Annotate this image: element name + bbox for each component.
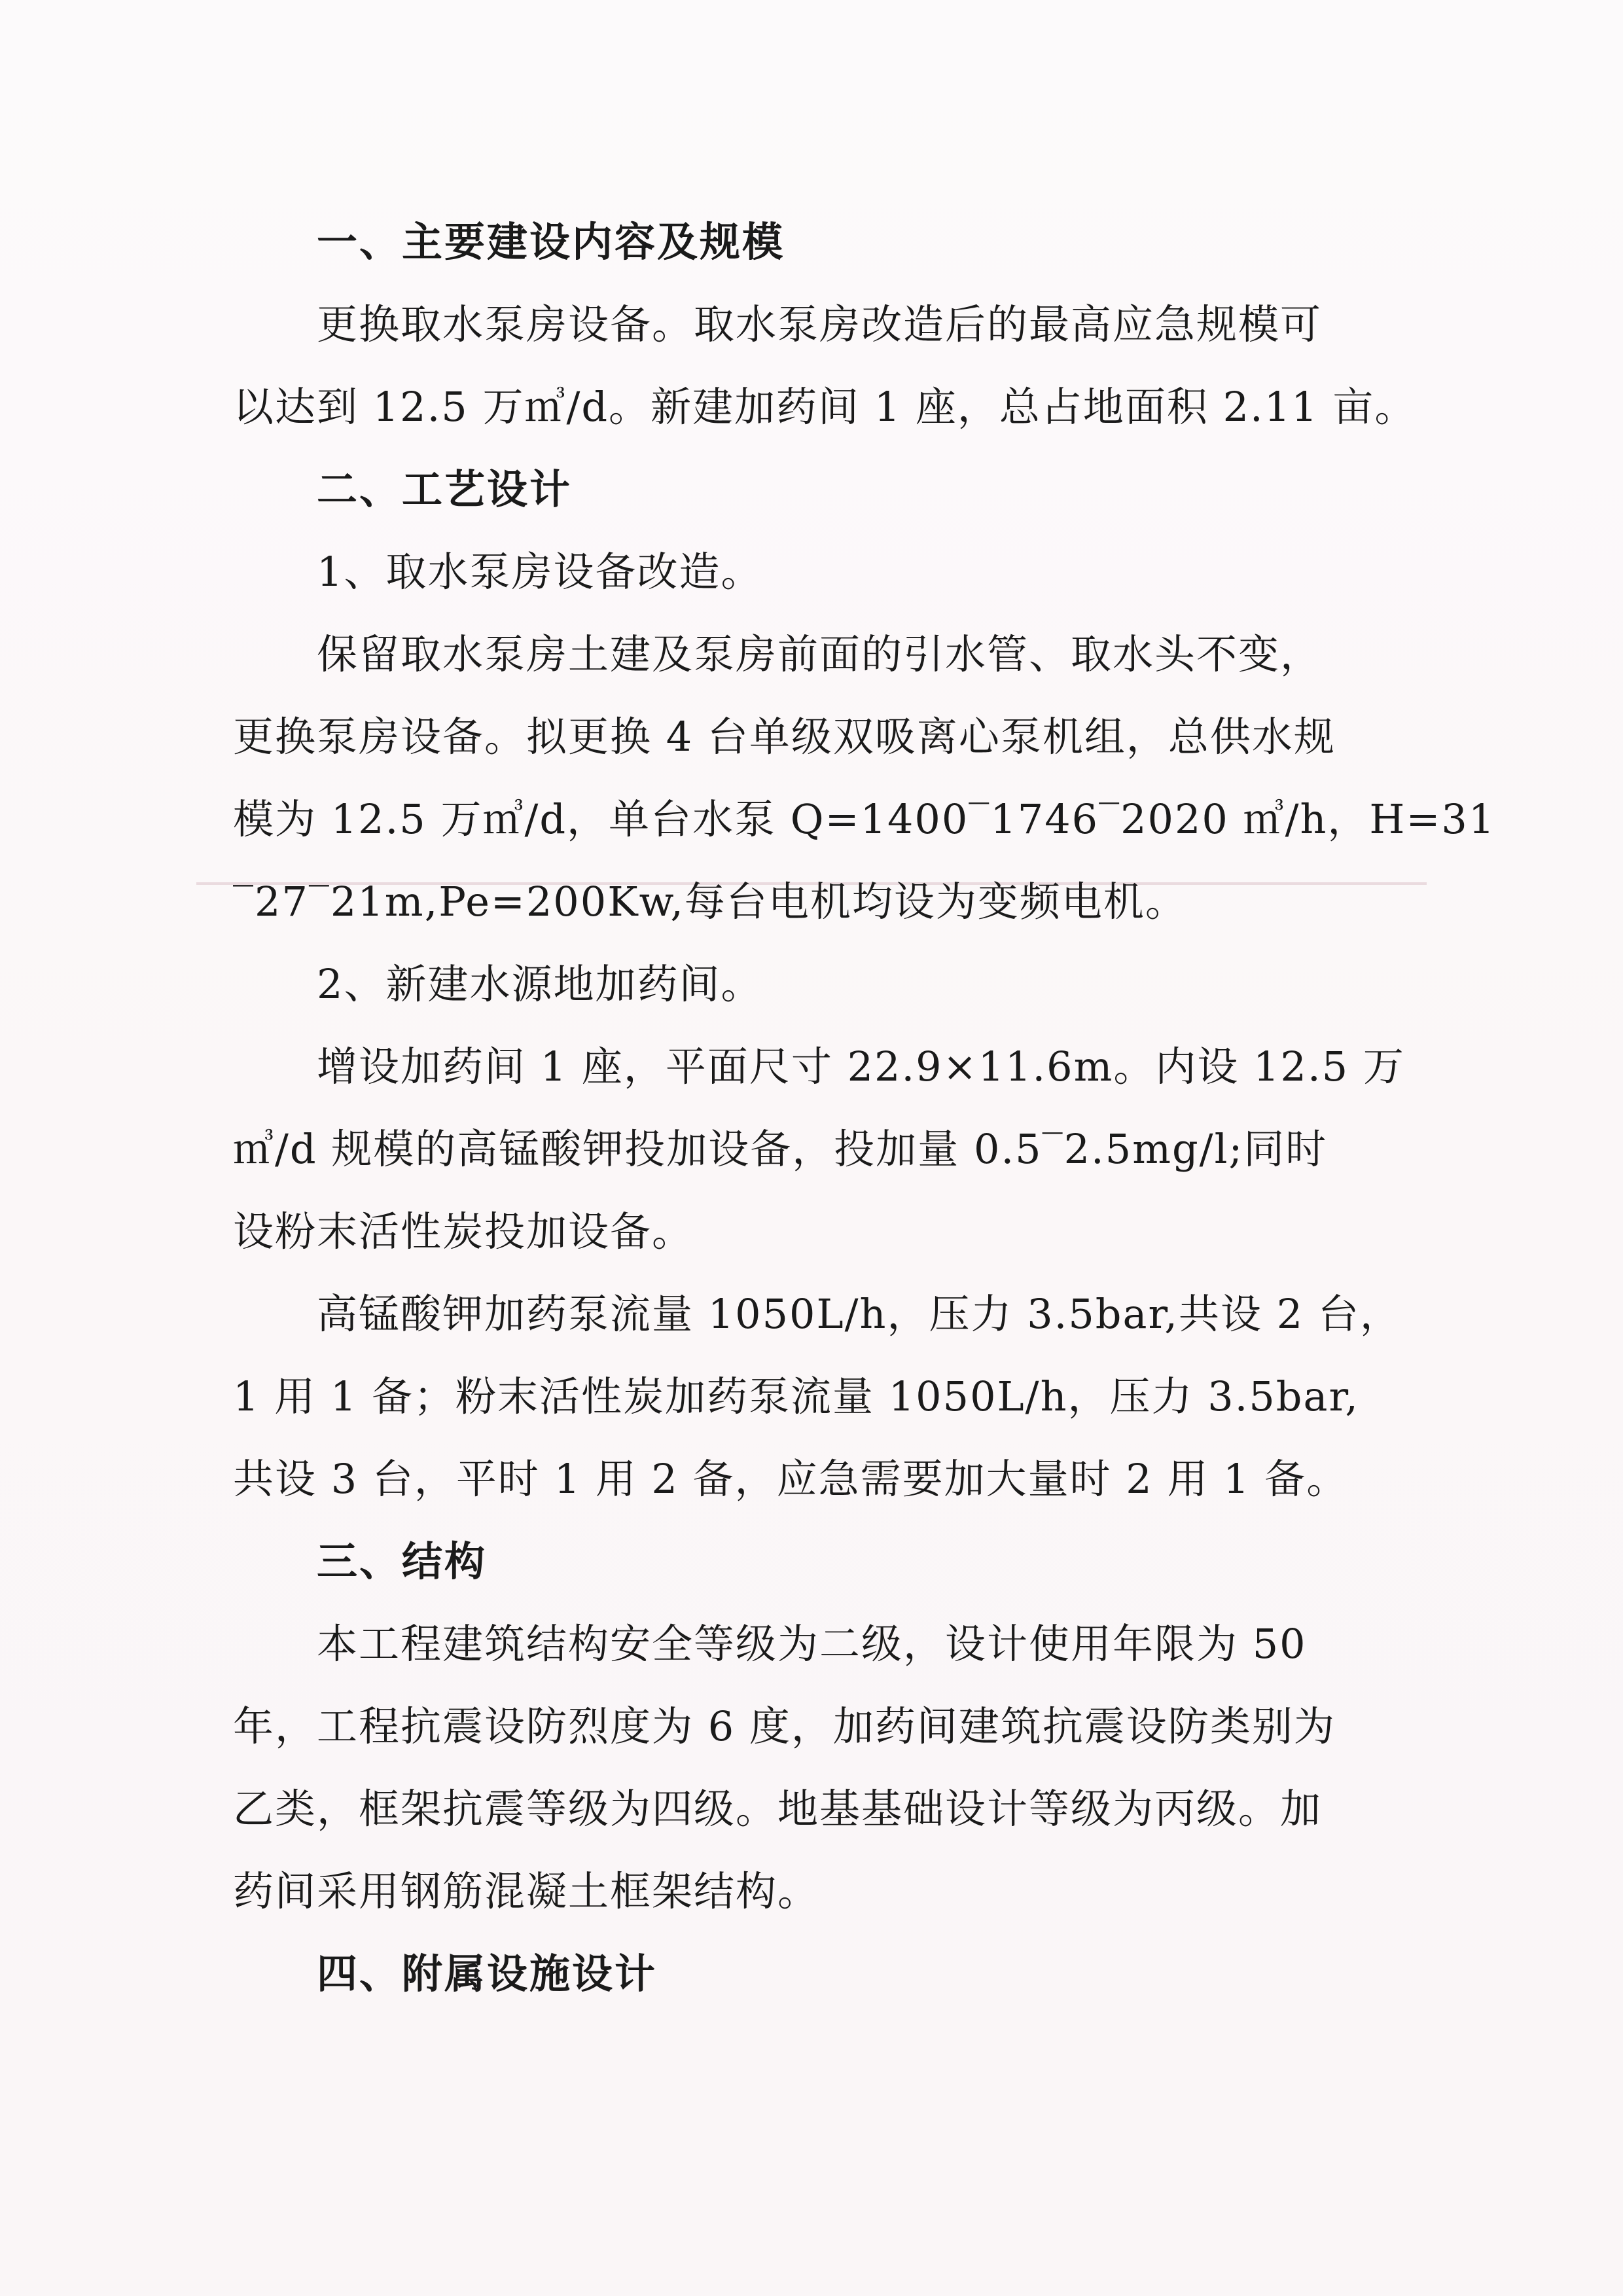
paragraph-line: 本工程建筑结构安全等级为二级，设计使用年限为 50 xyxy=(317,1620,1307,1668)
section-heading-1: 一、主要建设内容及规模 xyxy=(317,218,785,266)
section-heading-2: 二、工艺设计 xyxy=(317,465,573,513)
subsection-title: 1、取水泵房设备改造。 xyxy=(317,548,763,596)
subsection-title: 2、新建水源地加药间。 xyxy=(317,960,763,1008)
paragraph-line: 更换泵房设备。拟更换 4 台单级双吸离心泵机组，总供水规 xyxy=(233,713,1336,761)
section-heading-4: 四、附属设施设计 xyxy=(317,1950,658,1998)
paragraph-line: ㎥/d 规模的高锰酸钾投加设备，投加量 0.5‾2.5mg/l;同时 xyxy=(233,1125,1328,1173)
section-heading-3: 三、结构 xyxy=(317,1537,488,1585)
paragraph-line: 药间采用钢筋混凝土框架结构。 xyxy=(233,1867,820,1915)
paragraph-line: ‾27‾21m,Pe=200Kw,每台电机均设为变频电机。 xyxy=(233,878,1187,925)
paragraph-line: 设粉末活性炭投加设备。 xyxy=(233,1208,694,1255)
paragraph-line: 1 用 1 备；粉末活性炭加药泵流量 1050L/h，压力 3.5bar, xyxy=(233,1372,1359,1420)
paragraph-line: 年，工程抗震设防烈度为 6 度，加药间建筑抗震设防类别为 xyxy=(233,1702,1336,1750)
paragraph-line: 增设加药间 1 座，平面尺寸 22.9×11.6m。内设 12.5 万 xyxy=(317,1043,1405,1090)
paragraph-line: 更换取水泵房设备。取水泵房改造后的最高应急规模可 xyxy=(317,300,1323,348)
paragraph-line: 高锰酸钾加药泵流量 1050L/h，压力 3.5bar,共设 2 台， xyxy=(317,1290,1402,1338)
paragraph-line: 保留取水泵房土建及泵房前面的引水管、取水头不变， xyxy=(317,630,1323,678)
paragraph-line: 共设 3 台，平时 1 用 2 备，应急需要加大量时 2 用 1 备。 xyxy=(233,1455,1349,1503)
paragraph-line: 以达到 12.5 万㎥/d。新建加药间 1 座，总占地面积 2.11 亩。 xyxy=(233,383,1417,431)
paragraph-line: 乙类，框架抗震等级为四级。地基基础设计等级为丙级。加 xyxy=(233,1785,1323,1833)
paragraph-line: 模为 12.5 万㎥/d，单台水泵 Q=1400‾1746‾2020 ㎥/h，H=31 xyxy=(233,795,1496,843)
